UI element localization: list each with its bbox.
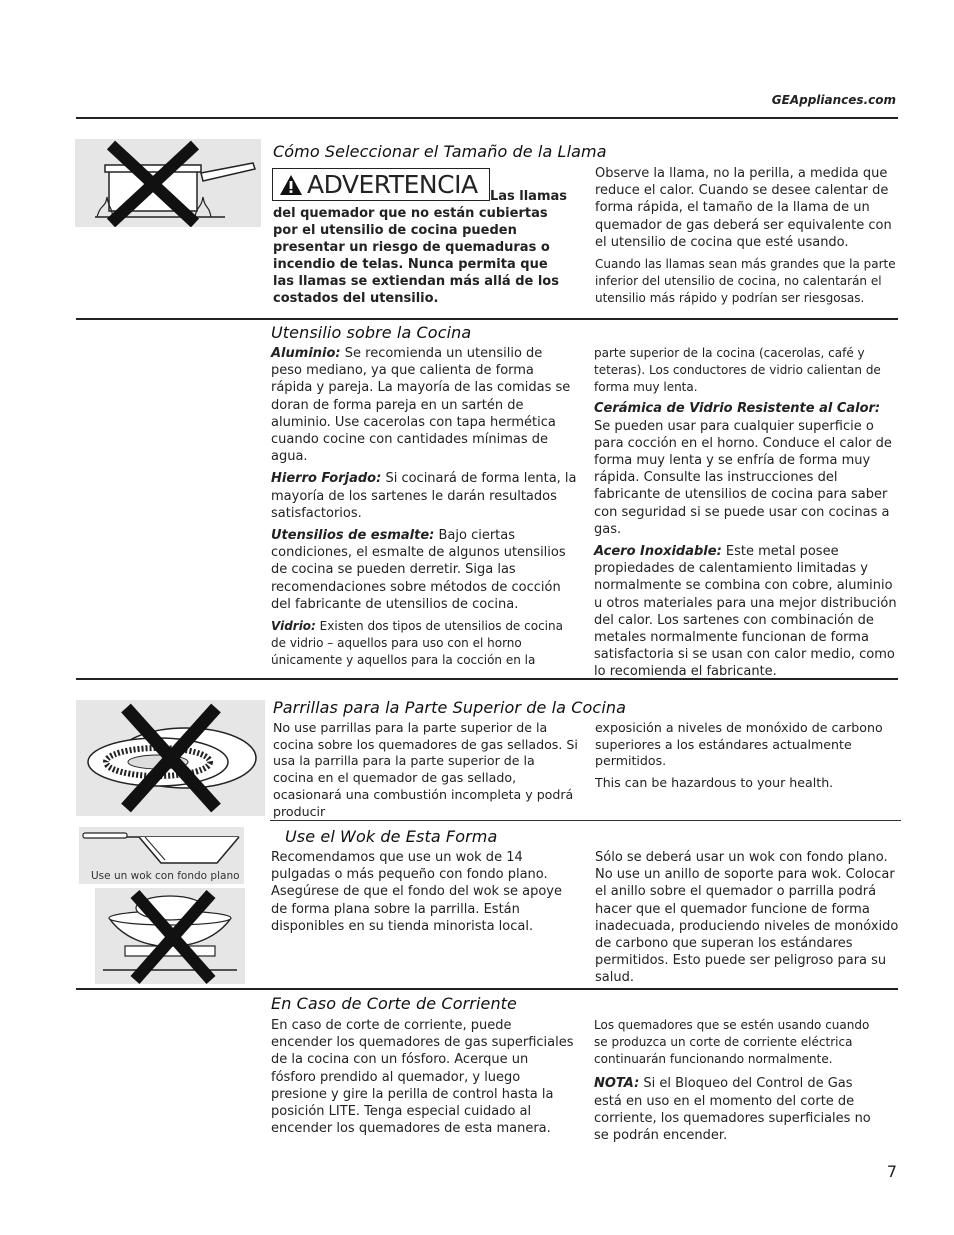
power-left-column: [271, 1017, 576, 1142]
label: NOTA:: [594, 1076, 640, 1092]
paragraph: [271, 470, 577, 522]
warning-text: [273, 188, 573, 307]
paragraph: [271, 527, 577, 613]
text: Bajo ciertas condiciones, el esmalte de algunos utensilios de cocina se pueden derretir. Siga las recomendaciones sobre métodos de cocción del fabricante de utensilios de cocina.: [271, 528, 566, 612]
paragraph: parte superior de la cocina (cacerolas, café y teteras). Los conductores de vidrio calientan de forma muy lenta.: [594, 346, 881, 394]
text: Se recomienda un utensilio de peso mediano, ya que calienta de forma rápida y pareja. La mayoría de las comidas se doran de forma pareja en un sartén de aluminio. Use cacerolas con tapa hermética cuando cocine con cantidades mínimas de agua.: [271, 346, 571, 465]
divider: [270, 820, 901, 821]
flame-right-column: [595, 165, 898, 311]
divider: [76, 678, 898, 680]
wok-ring-crossed-image: [95, 888, 245, 984]
paragraph: [594, 543, 899, 681]
flat-bottom-wok-image: [79, 827, 244, 884]
label: Vidrio:: [271, 619, 316, 634]
paragraph: Los quemadores que se estén usando cuando se produzca un corte de corriente eléctrica continuarán funcionando normalmente.: [594, 1018, 870, 1066]
grates-left-column: [273, 720, 578, 825]
site-url: GEAppliances.com: [771, 93, 896, 107]
power-right-column: [594, 1017, 884, 1149]
wok-caption: Use un wok con fondo plano: [91, 870, 240, 882]
label: Cerámica de Vidrio Resistente al Calor:: [594, 401, 881, 417]
warning-lead: Las llamas: [489, 189, 567, 204]
text: Si el Bloqueo del Control de Gas está en uso en el momento del corte de corriente, los quemadores superficiales no se podrán encender.: [594, 1076, 871, 1143]
cookware-right-column: [594, 345, 899, 686]
label: Aluminio:: [271, 346, 341, 361]
cookware-left-column: [271, 345, 577, 673]
text: Si cocinará de forma lenta, la mayoría de los sartenes le darán resultados satisfactorios.: [271, 471, 577, 521]
wok-left-column: [271, 849, 581, 940]
section-title-power-outage: En Caso de Corte de Corriente: [271, 994, 518, 1013]
section-title-wok: Use el Wok de Esta Forma: [285, 827, 498, 846]
pot-on-flame-crossed-image: [75, 139, 261, 227]
paragraph: Recomendamos que use un wok de 14 pulgadas o más pequeño con fondo plano. Asegúrese de que el fondo del wok se apoye de forma plana sobre la parrilla. Están disponibles en su tienda minorista local.: [271, 850, 562, 934]
crossed-wok-ring-illustration: [95, 888, 245, 984]
warning-body: del quemador que no están cubiertas por el utensilio de cocina pueden presentar un riesgo de quemaduras o incendio de telas. Nunca permita que las llamas se extiendan más allá de los costados del utensilio.: [273, 206, 559, 306]
warning-title: ADVERTENCIA: [307, 170, 478, 199]
text: Este metal posee propiedades de calentamiento limitadas y normalmente se combina con cobre, aluminio u otros materiales para una mejor distribución del calor. Los sartenes con combinación de metales normalmente funcionan de forma satisfactoria si se usan con calor medio, como lo recomienda el fabricante.: [594, 544, 897, 680]
paragraph: This can be hazardous to your health.: [595, 775, 834, 791]
divider: [76, 988, 898, 990]
paragraph: [594, 1075, 884, 1144]
section-title-flame-size: Cómo Seleccionar el Tamaño de la Llama: [273, 142, 607, 161]
wok-right-column: [595, 849, 905, 992]
flat-wok-illustration: [79, 827, 244, 867]
paragraph: Observe la llama, no la perilla, a medida que reduce el calor. Cuando se desee calentar de forma rápida, el tamaño de la llama de un quemador de gas deberá ser equivalente con el utensilio de cocina que esté usando.: [595, 166, 892, 250]
paragraph: [271, 345, 577, 465]
divider: [76, 318, 898, 320]
paragraph: Cuando las llamas sean más grandes que la parte inferior del utensilio de cocina, no calentarán el utensilio más rápido y podrían ser riesgosas.: [595, 257, 896, 305]
paragraph: Sólo se deberá usar un wok con fondo plano. No use un anillo de soporte para wok. Colocar el anillo sobre el quemador o parrilla podrá hacer que el quemador funcione de forma inadecuada, produciendo niveles de monóxido de carbono que superan los estándares permitidos. Esto puede ser peligroso para su salud.: [595, 850, 899, 986]
divider: [76, 117, 898, 119]
paragraph: exposición a niveles de monóxido de carbono superiores a los estándares actualmente permitidos.: [595, 720, 883, 769]
text: Existen dos tipos de utensilios de cocina de vidrio – aquellos para uso con el horno únicamente y aquellos para la cocción en la: [271, 619, 563, 667]
page-number: 7: [886, 1162, 897, 1181]
text: Se pueden usar para cualquier superficie o para cocción en el horno. Conduce el calor de forma muy lenta y se enfría de forma muy rápida. Consulte las instrucciones del fabricante de utensilios de cocina para saber con seguridad si se puede usar con cocinas a gas.: [594, 418, 892, 537]
crossed-grate-illustration: [76, 700, 265, 816]
paragraph: [271, 618, 577, 668]
paragraph: En caso de corte de corriente, puede encender los quemadores de gas superficiales de la cocina con un fósforo. Acerque un fósforo prendido al quemador, y luego presione y gire la perilla de control hasta la posición LITE. Tenga especial cuidado al encender los quemadores de esta manera.: [271, 1018, 574, 1137]
section-title-grates: Parrillas para la Parte Superior de la Cocina: [273, 698, 627, 717]
stovetop-grate-crossed-image: [76, 700, 265, 816]
label: Acero Inoxidable:: [594, 544, 722, 560]
label: Utensilios de esmalte:: [271, 528, 435, 544]
label: Hierro Forjado:: [271, 471, 382, 487]
crossed-pot-illustration: [75, 139, 261, 227]
paragraph: No use parrillas para la parte superior de la cocina sobre los quemadores de gas sellados. Si usa la parrilla para la parte superior de la cocina en el quemador de gas sellado, ocasionará una combustión incompleta y podrá producir: [273, 720, 578, 819]
section-title-cookware: Utensilio sobre la Cocina: [271, 323, 472, 342]
grates-right-column: [595, 720, 898, 797]
paragraph: [594, 400, 899, 538]
